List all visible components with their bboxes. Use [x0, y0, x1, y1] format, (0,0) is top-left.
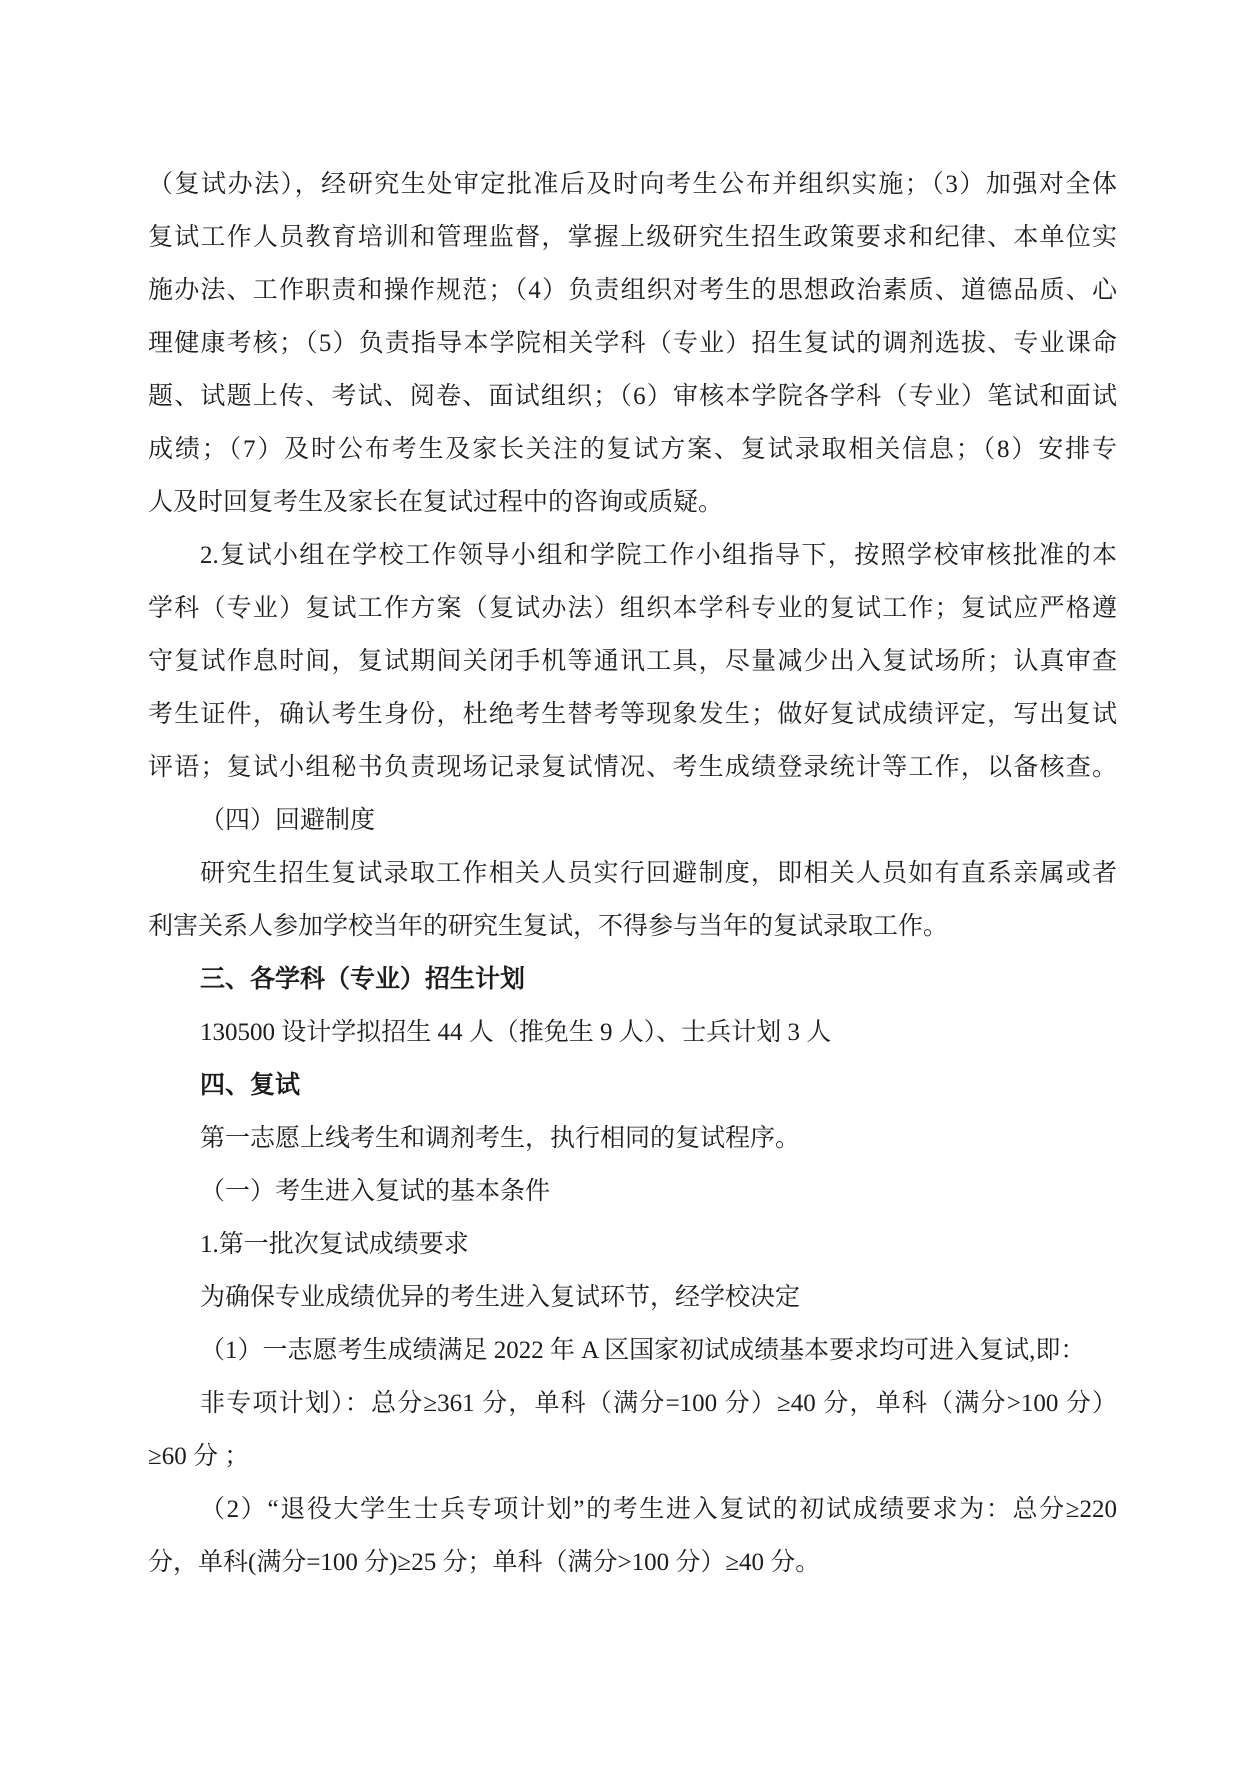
text-line: （复试办法），经研究生处审定批准后及时向考生公布并组织实施；（3）加强对全体 [148, 171, 1117, 198]
text-line: 学科（专业）复试工作方案（复试办法）组织本学科专业的复试工作；复试应严格遵 [148, 595, 1117, 622]
text-line: 成绩；（7）及时公布考生及家长关注的复试方案、复试录取相关信息；（8）安排专 [148, 436, 1117, 463]
text-line: 理健康考核；（5）负责指导本学院相关学科（专业）招生复试的调剂选拔、专业课命 [148, 330, 1117, 357]
text-line: 题、试题上传、考试、阅卷、面试组织；（6）审核本学院各学科（专业）笔试和面试 [148, 383, 1117, 410]
subsection-title: 1.第一批次复试成绩要求 [200, 1231, 469, 1258]
text-line: 复试工作人员教育培训和管理监督，掌握上级研究生招生政策要求和纪律、本单位实 [148, 224, 1117, 251]
text-line: ≥60 分 ； [148, 1443, 250, 1470]
text-line: 第一志愿上线考生和调剂考生，执行相同的复试程序。 [200, 1125, 801, 1152]
text-line: 非专项计划）：总分≥361 分，单科（满分=100 分）≥40 分，单科（满分>100 分） [200, 1390, 1117, 1417]
text-line: 为确保专业成绩优异的考生进入复试环节，经学校决定 [200, 1284, 801, 1311]
section-heading: 三、各学科（专业）招生计划 [200, 965, 526, 993]
subsection-title: （四）回避制度 [200, 807, 376, 834]
text-line: （2）“退役大学生士兵专项计划”的考生进入复试的初试成绩要求为：总分≥220 [200, 1496, 1117, 1523]
text-line: 考生证件，确认考生身份，杜绝考生替考等现象发生；做好复试成绩评定，写出复试 [148, 701, 1117, 728]
text-line: 分，单科(满分=100 分)≥25 分；单科（满分>100 分）≥40 分。 [148, 1549, 821, 1576]
text-line: 130500 设计学拟招生 44 人（推免生 9 人）、士兵计划 3 人 [200, 1019, 832, 1046]
text-line: 守复试作息时间，复试期间关闭手机等通讯工具，尽量减少出入复试场所；认真审查 [148, 648, 1117, 675]
text-line: 研究生招生复试录取工作相关人员实行回避制度，即相关人员如有直系亲属或者 [200, 860, 1117, 887]
text-line: 评语；复试小组秘书负责现场记录复试情况、考生成绩登录统计等工作，以备核查。 [148, 754, 1117, 781]
section-heading: 四、复试 [200, 1071, 301, 1099]
text-line: 施办法、工作职责和操作规范；（4）负责组织对考生的思想政治素质、道德品质、心 [148, 277, 1117, 304]
text-line: 2.复试小组在学校工作领导小组和学院工作小组指导下，按照学校审核批准的本 [200, 542, 1117, 569]
document-text-block [148, 158, 1117, 1589]
text-line: 利害关系人参加学校当年的研究生复试，不得参与当年的复试录取工作。 [148, 913, 949, 940]
text-line: （1）一志愿考生成绩满足 2022 年 A 区国家初试成绩基本要求均可进入复试,即： [200, 1337, 1086, 1364]
subsection-title: （一）考生进入复试的基本条件 [200, 1178, 551, 1205]
text-line: 人及时回复考生及家长在复试过程中的咨询或质疑。 [148, 489, 724, 516]
